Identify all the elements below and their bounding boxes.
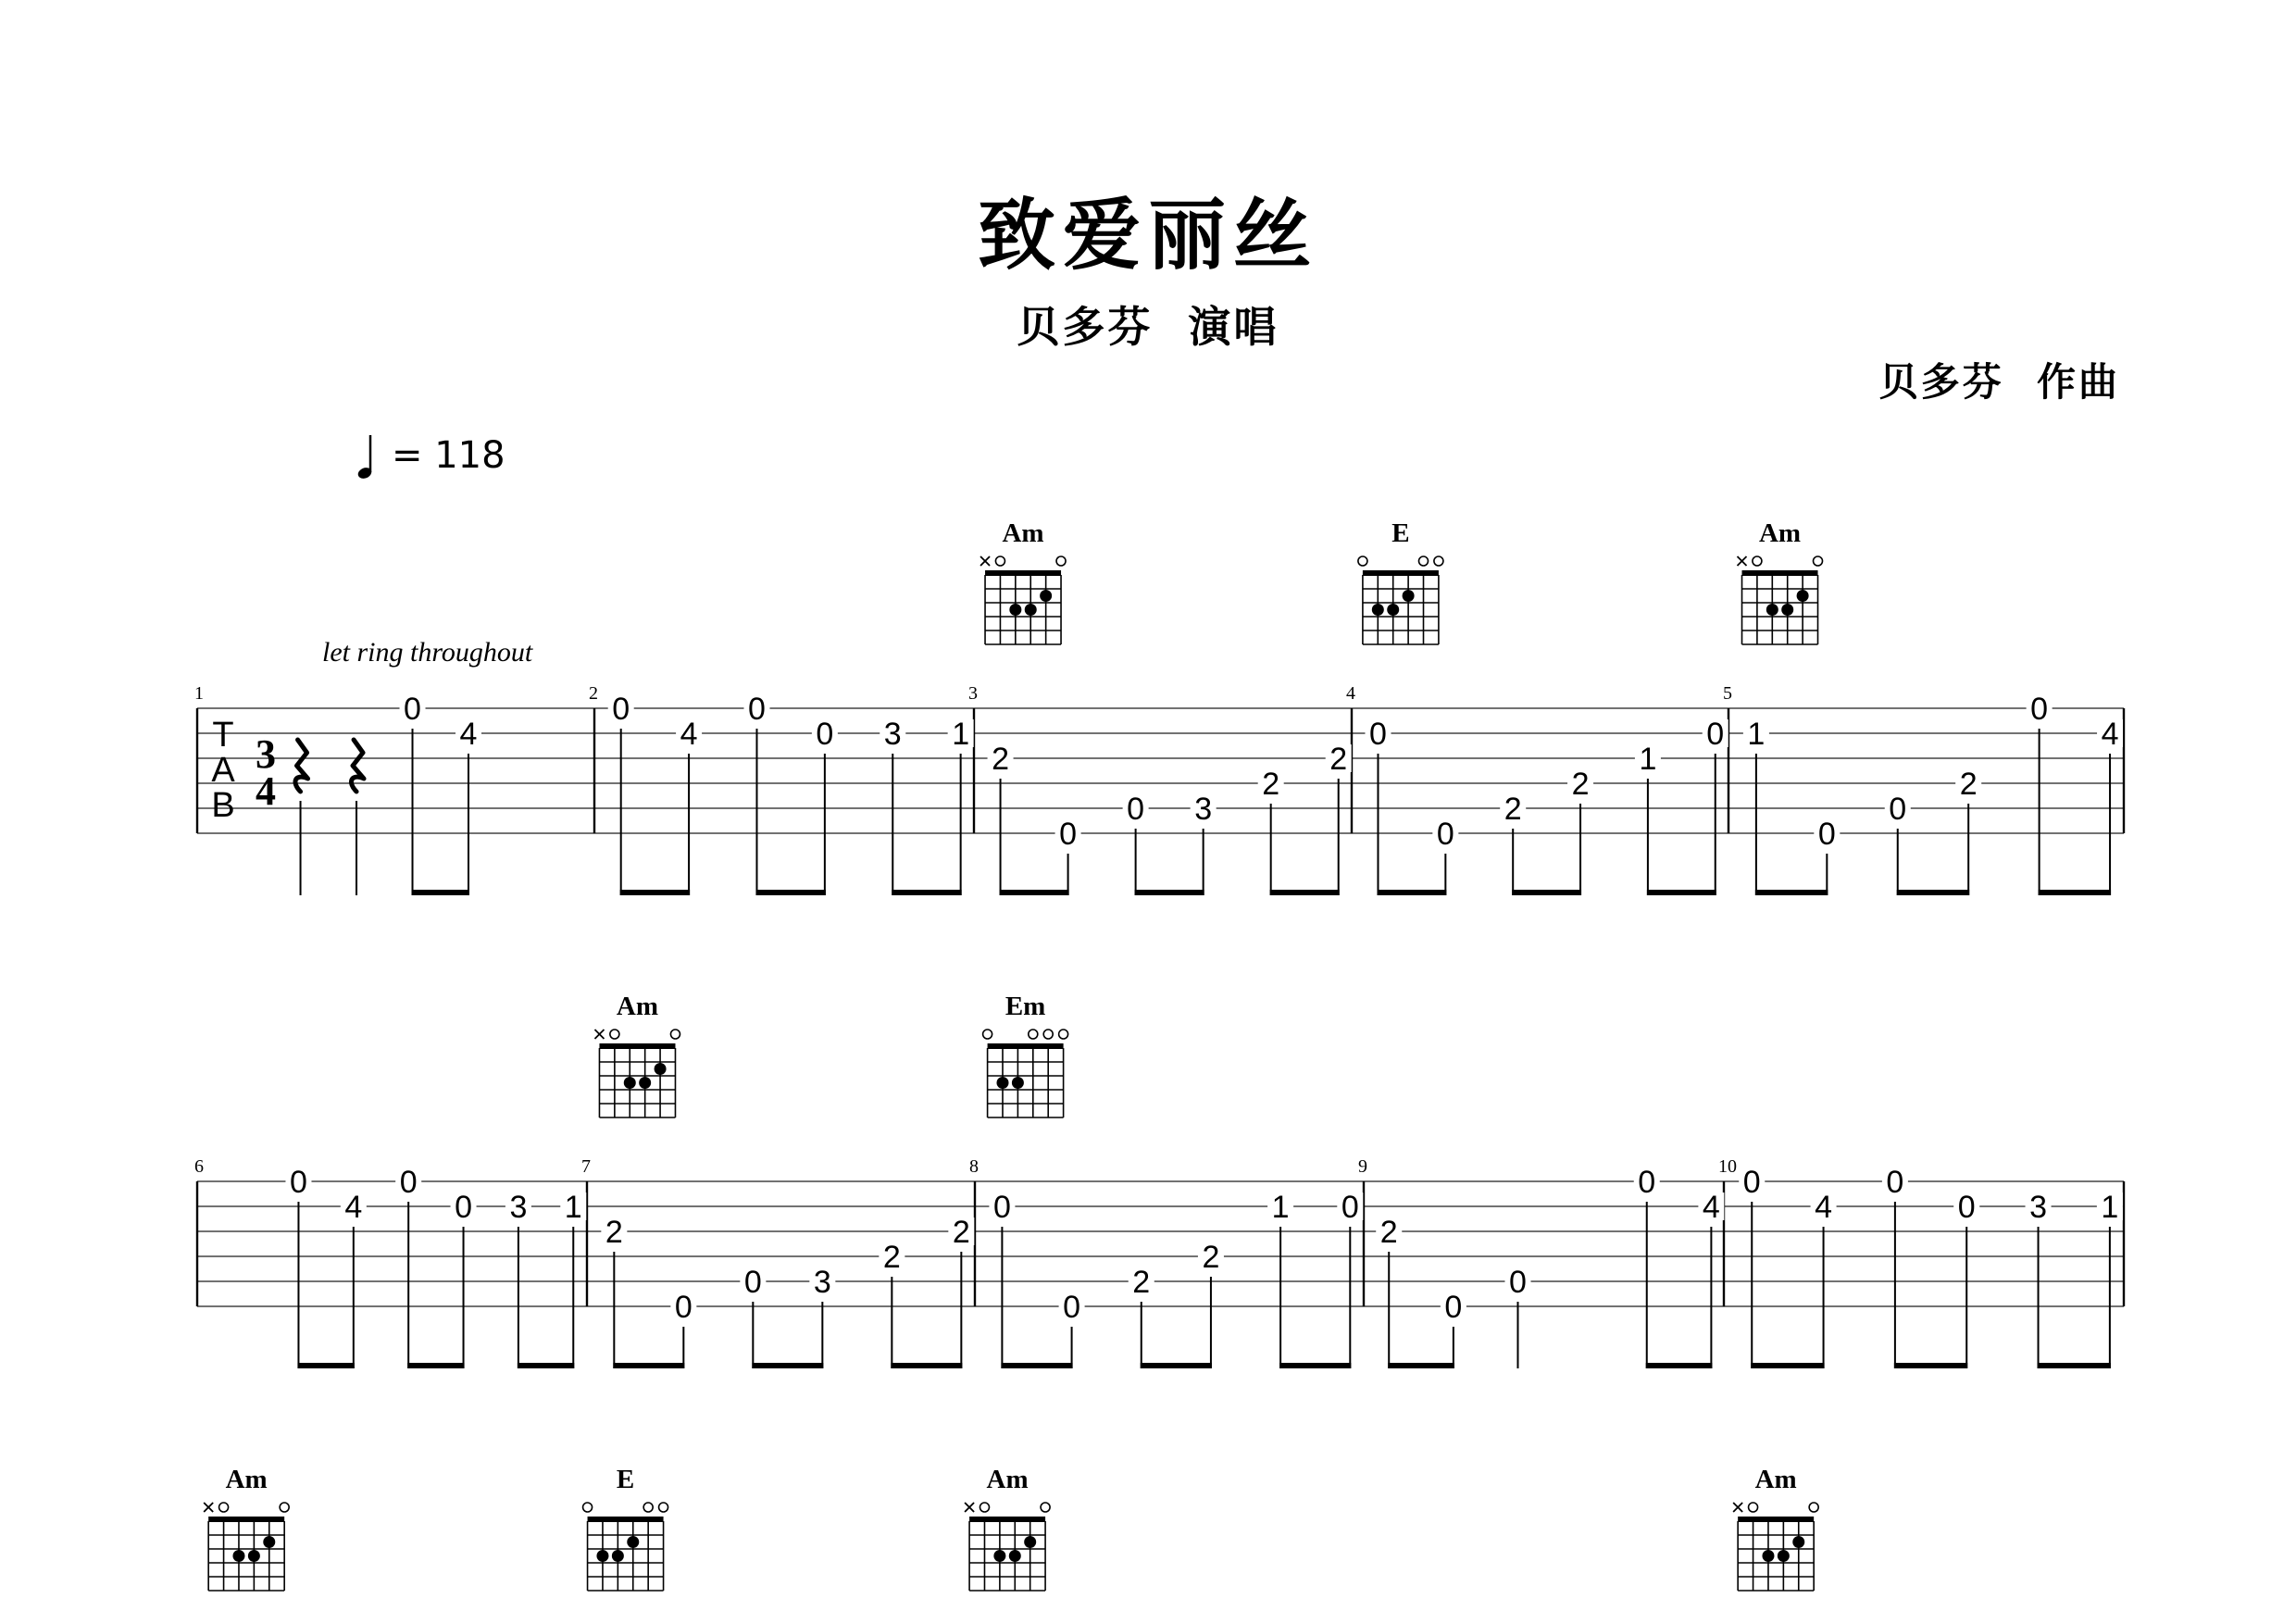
fret-number: 0 xyxy=(289,1165,307,1200)
finger-dot xyxy=(263,1536,275,1548)
finger-dot xyxy=(248,1550,260,1562)
open-string-marker xyxy=(1814,556,1823,566)
fret-number: 4 xyxy=(680,717,698,752)
open-string-marker xyxy=(643,1503,653,1512)
beam xyxy=(1270,890,1340,895)
finger-dot xyxy=(1372,604,1384,616)
finger-dot xyxy=(1766,604,1778,616)
composer-line: 贝多芬 作曲 xyxy=(1878,359,2120,405)
let-ring-instruction: let ring throughout xyxy=(322,637,533,668)
beam xyxy=(297,1363,354,1368)
fret-number: 0 xyxy=(1886,1165,1904,1200)
fret-number: 1 xyxy=(1747,717,1766,752)
song-title: 致爱丽丝 xyxy=(977,190,1318,281)
chord-name-label: Am xyxy=(1754,1465,1797,1494)
open-string-marker xyxy=(995,556,1004,566)
open-string-marker xyxy=(583,1503,593,1512)
finger-dot xyxy=(1009,1550,1021,1562)
measure-number: 1 xyxy=(194,683,204,704)
fret-number: 0 xyxy=(2030,692,2049,727)
finger-dot xyxy=(624,1077,636,1089)
fret-number: 0 xyxy=(1341,1190,1359,1225)
beam xyxy=(1512,890,1581,895)
open-string-marker xyxy=(1749,1503,1758,1512)
fret-number: 2 xyxy=(1571,767,1590,802)
open-string-marker xyxy=(1043,1030,1053,1039)
beam xyxy=(1377,890,1446,895)
chord-nut xyxy=(208,1517,284,1522)
measure-number: 3 xyxy=(968,683,978,704)
finger-dot xyxy=(1024,1536,1036,1548)
chord-nut xyxy=(985,570,1061,576)
open-string-marker xyxy=(1059,1030,1068,1039)
chord-diagram-am xyxy=(980,518,1066,644)
fret-number: 0 xyxy=(674,1290,693,1325)
chord-name-label: E xyxy=(616,1465,635,1494)
finger-dot xyxy=(627,1536,639,1548)
fret-number: 4 xyxy=(1702,1190,1720,1225)
measure-number: 6 xyxy=(194,1156,204,1177)
finger-dot xyxy=(1387,604,1399,616)
beam xyxy=(892,890,961,895)
fret-number: 0 xyxy=(1706,717,1725,752)
fret-number: 0 xyxy=(1063,1290,1081,1325)
fret-number: 3 xyxy=(813,1265,831,1300)
chord-diagram-em xyxy=(983,992,1068,1117)
chord-diagram-am xyxy=(965,1465,1050,1591)
beam xyxy=(1755,890,1828,895)
fret-number: 1 xyxy=(952,717,970,752)
chord-diagram-am xyxy=(1738,518,1823,644)
chord-nut xyxy=(588,1517,664,1522)
open-string-marker xyxy=(1753,556,1762,566)
finger-dot xyxy=(596,1550,608,1562)
measure-number: 7 xyxy=(581,1156,591,1177)
beam xyxy=(620,890,690,895)
fret-number: 0 xyxy=(1509,1265,1527,1300)
beam xyxy=(1135,890,1204,895)
beam xyxy=(613,1363,684,1368)
beam xyxy=(518,1363,574,1368)
fret-number: 4 xyxy=(459,717,478,752)
beam xyxy=(1894,1363,1967,1368)
finger-dot xyxy=(1012,1077,1024,1089)
chord-name-label: Am xyxy=(1002,518,1044,548)
fret-number: 0 xyxy=(992,1190,1011,1225)
chord-nut xyxy=(1738,1517,1814,1522)
chord-diagram-e xyxy=(583,1465,668,1591)
finger-dot xyxy=(1009,604,1021,616)
fret-number: 2 xyxy=(1202,1240,1220,1275)
chord-name-label: Am xyxy=(986,1465,1029,1494)
open-string-marker xyxy=(1056,556,1066,566)
fret-number: 0 xyxy=(1436,817,1454,852)
beam xyxy=(1141,1363,1212,1368)
measure-number: 4 xyxy=(1346,683,1355,704)
finger-dot xyxy=(232,1550,244,1562)
fret-number: 2 xyxy=(952,1215,970,1250)
finger-dot xyxy=(639,1077,651,1089)
beam xyxy=(1279,1363,1351,1368)
beam xyxy=(2038,1363,2111,1368)
beam xyxy=(1000,890,1069,895)
chord-name-label: Em xyxy=(1004,992,1046,1021)
fret-number: 1 xyxy=(2101,1190,2119,1225)
open-string-marker xyxy=(219,1503,229,1512)
beam xyxy=(891,1363,962,1368)
fret-number: 0 xyxy=(1127,792,1145,827)
fret-number: 2 xyxy=(1379,1215,1398,1250)
open-string-marker xyxy=(1419,556,1429,566)
fret-number: 1 xyxy=(1271,1190,1290,1225)
open-string-marker xyxy=(980,1503,989,1512)
fret-number: 2 xyxy=(605,1215,623,1250)
fret-number: 4 xyxy=(2101,717,2119,752)
finger-dot xyxy=(655,1063,667,1075)
measure-number: 5 xyxy=(1723,683,1732,704)
chord-diagram-e xyxy=(1358,518,1443,644)
fret-number: 3 xyxy=(1194,792,1213,827)
chord-name-label: Am xyxy=(225,1465,268,1494)
fret-number: 0 xyxy=(1817,817,1836,852)
open-string-marker xyxy=(983,1030,992,1039)
fret-number: 0 xyxy=(1369,717,1387,752)
open-string-marker xyxy=(610,1030,619,1039)
fret-number: 0 xyxy=(1059,817,1078,852)
fret-number: 3 xyxy=(883,717,902,752)
fret-number: 0 xyxy=(816,717,834,752)
open-string-marker xyxy=(1029,1030,1038,1039)
fret-number: 2 xyxy=(1262,767,1280,802)
open-string-marker xyxy=(1434,556,1443,566)
tab-staff-1 xyxy=(197,708,2124,833)
open-string-marker xyxy=(1041,1503,1050,1512)
fret-number: 0 xyxy=(404,692,421,727)
chord-nut xyxy=(1363,570,1439,576)
fret-number: 0 xyxy=(1638,1165,1656,1200)
finger-dot xyxy=(1797,590,1809,602)
beam xyxy=(1647,890,1716,895)
chord-nut xyxy=(1742,570,1818,576)
chord-name-label: E xyxy=(1391,518,1410,548)
beam xyxy=(1388,1363,1454,1368)
beam xyxy=(752,1363,823,1368)
open-string-marker xyxy=(280,1503,289,1512)
finger-dot xyxy=(1792,1536,1804,1548)
fret-number: 0 xyxy=(1889,792,1907,827)
tab-clef-letter: T xyxy=(212,716,234,755)
tempo-value: = 118 xyxy=(392,434,505,477)
finger-dot xyxy=(993,1550,1005,1562)
measure-number: 2 xyxy=(589,683,598,704)
finger-dot xyxy=(1778,1550,1790,1562)
chord-name-label: Am xyxy=(1758,518,1802,548)
finger-dot xyxy=(1762,1550,1774,1562)
chord-diagram-am xyxy=(594,992,680,1117)
finger-dot xyxy=(1403,590,1415,602)
fret-number: 2 xyxy=(992,742,1010,777)
fret-number: 2 xyxy=(1504,792,1522,827)
fret-number: 0 xyxy=(743,1265,762,1300)
tab-clef-letter: B xyxy=(211,786,235,825)
fret-number: 4 xyxy=(1815,1190,1833,1225)
chord-diagram-am xyxy=(1733,1465,1818,1591)
finger-dot xyxy=(1040,590,1052,602)
chord-name-label: Am xyxy=(616,992,659,1021)
finger-dot xyxy=(1781,604,1793,616)
performer-line: 贝多芬 演唱 xyxy=(1017,302,1279,352)
time-signature-top: 3 xyxy=(256,731,276,777)
fret-number: 1 xyxy=(564,1190,582,1225)
fret-number: 0 xyxy=(612,692,630,727)
fret-number: 1 xyxy=(1639,742,1657,777)
finger-dot xyxy=(997,1077,1009,1089)
fret-number: 0 xyxy=(1957,1190,1976,1225)
beam xyxy=(1897,890,1969,895)
open-string-marker xyxy=(670,1030,680,1039)
finger-dot xyxy=(1025,604,1037,616)
fret-number: 3 xyxy=(509,1190,528,1225)
measure-number: 10 xyxy=(1718,1156,1737,1177)
fret-number: 0 xyxy=(1444,1290,1463,1325)
beam xyxy=(2039,890,2111,895)
fret-number: 0 xyxy=(399,1165,418,1200)
fret-number: 2 xyxy=(1959,767,1978,802)
finger-dot xyxy=(612,1550,624,1562)
beam xyxy=(1001,1363,1072,1368)
time-signature-bottom: 4 xyxy=(256,768,276,814)
fret-number: 2 xyxy=(882,1240,901,1275)
chord-nut xyxy=(599,1043,675,1049)
fret-number: 0 xyxy=(748,692,766,727)
measure-number: 9 xyxy=(1358,1156,1367,1177)
fret-number: 2 xyxy=(1132,1265,1151,1300)
tab-clef-letter: A xyxy=(211,751,235,790)
chord-nut xyxy=(988,1043,1064,1049)
beam xyxy=(412,890,469,895)
fret-number: 0 xyxy=(455,1190,473,1225)
beam xyxy=(1751,1363,1824,1368)
open-string-marker xyxy=(659,1503,668,1512)
chord-diagram-am xyxy=(204,1465,289,1591)
fret-number: 4 xyxy=(344,1190,363,1225)
chord-nut xyxy=(969,1517,1045,1522)
beam xyxy=(755,890,825,895)
measure-number: 8 xyxy=(969,1156,979,1177)
beam xyxy=(1646,1363,1713,1368)
fret-number: 0 xyxy=(1742,1165,1761,1200)
beam xyxy=(407,1363,464,1368)
open-string-marker xyxy=(1809,1503,1818,1512)
open-string-marker xyxy=(1358,556,1367,566)
fret-number: 3 xyxy=(2029,1190,2048,1225)
fret-number: 2 xyxy=(1329,742,1348,777)
